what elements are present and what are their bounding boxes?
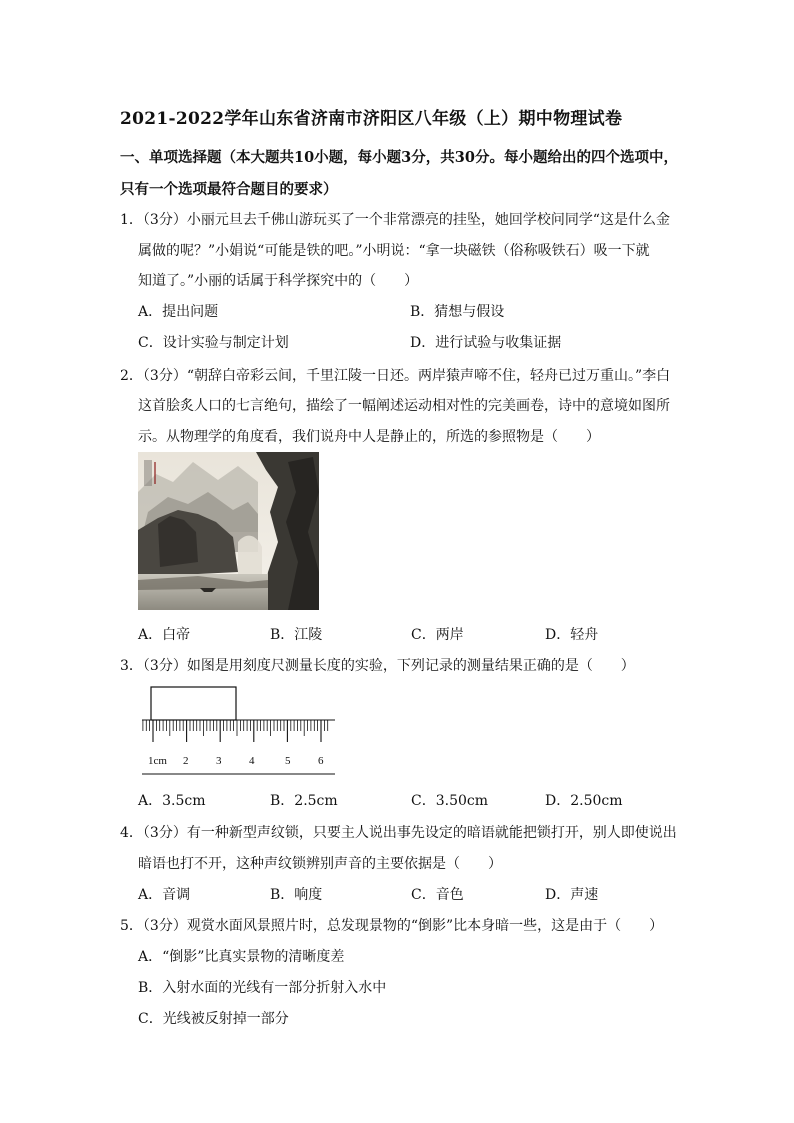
measured-block — [151, 687, 236, 720]
landscape-painting-image — [138, 452, 319, 610]
q5-option-b[interactable]: B．入射水面的光线有一部分折射入水中 — [138, 980, 387, 996]
q4-option-b[interactable]: B．响度 — [270, 887, 323, 903]
q3-option-d[interactable]: D．2.50cm — [545, 793, 623, 809]
q3-option-a[interactable]: A．3.5cm — [138, 793, 206, 809]
exam-title: 2021-2022学年山东省济南市济阳区八年级（上）期中物理试卷 — [120, 109, 623, 129]
ruler-label-3: 3 — [216, 755, 222, 767]
q3-option-b[interactable]: B．2.5cm — [270, 793, 338, 809]
ruler-label-4: 4 — [249, 755, 255, 767]
q3-line-1: 3．（3分）如图是用刻度尺测量长度的实验，下列记录的测量结果正确的是（ ） — [120, 658, 635, 674]
q4-line-2: 暗语也打不开，这种声纹锁辨别声音的主要依据是（ ） — [138, 856, 502, 872]
q5-option-a[interactable]: A．“倒影”比真实景物的清晰度差 — [138, 949, 345, 965]
q4-option-a[interactable]: A．音调 — [138, 887, 191, 903]
q2-line-2: 这首脍炙人口的七言绝句，描绘了一幅阐述运动相对性的完美画卷，诗中的意境如图所 — [138, 398, 670, 414]
q4-line-1: 4．（3分）有一种新型声纹锁，只要主人说出事先设定的暗语就能把锁打开，别人即使说出 — [120, 825, 677, 841]
q1-line-3: 知道了。”小丽的话属于科学探究中的（ ） — [138, 273, 419, 289]
ruler-label-6: 6 — [318, 755, 324, 767]
q2-option-d[interactable]: D．轻舟 — [545, 627, 599, 643]
ruler-ticks — [143, 720, 328, 742]
q2-line-1: 2．（3分）“朝辞白帝彩云间，千里江陵一日还。两岸猿声啼不住，轻舟已过万重山。”李白 — [120, 368, 671, 384]
q1-line-1: 1．（3分）小丽元旦去千佛山游玩买了一个非常漂亮的挂坠，她回学校问同学“这是什么金 — [120, 212, 670, 228]
ruler-label-2: 2 — [183, 755, 189, 767]
q2-option-a[interactable]: A．白帝 — [138, 627, 191, 643]
q2-option-c[interactable]: C．两岸 — [411, 627, 464, 643]
q4-option-d[interactable]: D．声速 — [545, 887, 599, 903]
ruler-label-5: 5 — [285, 755, 291, 767]
q1-option-b[interactable]: B．猜想与假设 — [410, 304, 505, 320]
q5-option-c[interactable]: C．光线被反射掉一部分 — [138, 1011, 289, 1027]
section-heading-line-1: 一、单项选择题（本大题共10小题，每小题3分，共30分。每小题给出的四个选项中， — [120, 149, 678, 166]
q5-line-1: 5．（3分）观赏水面风景照片时，总发现景物的“倒影”比本身暗一些，这是由于（ ） — [120, 918, 664, 934]
ruler-tick-labels — [148, 755, 324, 767]
q1-option-d[interactable]: D．进行试验与收集证据 — [410, 335, 562, 351]
q4-option-c[interactable]: C．音色 — [411, 887, 464, 903]
q2-option-b[interactable]: B．江陵 — [270, 627, 323, 643]
ruler-diagram — [140, 684, 340, 776]
ruler-label-1cm: 1cm — [148, 755, 167, 767]
section-heading-line-2: 只有一个选项最符合题目的要求） — [120, 181, 338, 198]
q1-option-a[interactable]: A．提出问题 — [138, 304, 219, 320]
q3-option-c[interactable]: C．3.50cm — [411, 793, 488, 809]
q2-line-3: 示。从物理学的角度看，我们说舟中人是静止的，所选的参照物是（ ） — [138, 429, 600, 445]
q1-line-2: 属做的呢？”小娟说“可能是铁的吧。”小明说：“拿一块磁铁（俗称吸铁石）吸一下就 — [138, 243, 650, 259]
q1-option-c[interactable]: C．设计实验与制定计划 — [138, 335, 289, 351]
